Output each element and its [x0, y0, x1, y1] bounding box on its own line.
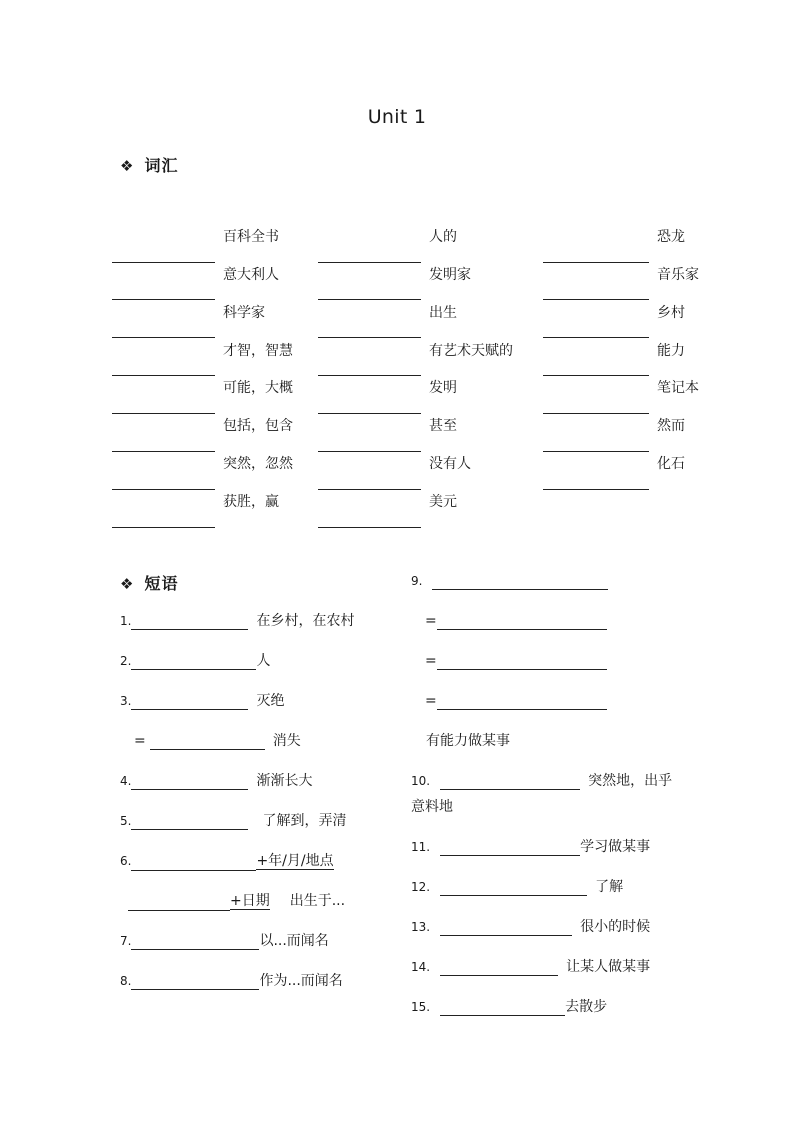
answer-line[interactable] [543, 413, 649, 414]
vocab-word: 没有人 [429, 456, 471, 472]
vocab-word: 笔记本 [657, 380, 699, 396]
phrase-item-11: 11. 学习做某事 [411, 839, 651, 855]
answer-line[interactable] [112, 451, 215, 452]
phrase-item-3-alt: = 消失 [134, 733, 301, 749]
vocab-word: 甚至 [429, 418, 457, 434]
answer-line[interactable] [543, 262, 649, 263]
answer-line[interactable] [131, 973, 259, 990]
phrase-item-4: 4. 渐渐长大 [120, 773, 313, 789]
phrase-item-9-eq-3: = [425, 692, 607, 710]
phrase-heading-label: 短语 [144, 574, 179, 593]
vocab-word: 包括，包含 [223, 418, 293, 434]
vocab-word: 意大利人 [223, 267, 279, 283]
answer-line[interactable] [543, 299, 649, 300]
phrase-item-15: 15. 去散步 [411, 999, 608, 1015]
vocab-word: 乡村 [657, 305, 685, 321]
phrase-heading [120, 571, 178, 594]
vocab-word: 突然，忽然 [223, 456, 293, 472]
answer-line[interactable] [131, 693, 248, 710]
answer-line[interactable] [440, 879, 587, 896]
answer-line[interactable] [318, 337, 421, 338]
vocab-word: 发明 [429, 380, 457, 396]
answer-line[interactable] [150, 733, 265, 750]
vocab-word: 科学家 [223, 305, 265, 321]
vocab-word: 人的 [429, 229, 457, 245]
answer-line[interactable] [440, 773, 580, 790]
vocab-heading [120, 153, 178, 176]
vocab-word: 美元 [429, 494, 457, 510]
vocab-word: 百科全书 [223, 229, 279, 245]
answer-line[interactable] [440, 959, 558, 976]
answer-line[interactable] [112, 337, 215, 338]
answer-line[interactable] [112, 527, 215, 528]
diamond-bullet-icon: ❖ [120, 157, 135, 175]
answer-line[interactable] [131, 653, 256, 670]
answer-line[interactable] [318, 489, 421, 490]
answer-line[interactable] [131, 854, 256, 871]
answer-line[interactable] [131, 613, 248, 630]
vocab-word: 能力 [657, 343, 685, 359]
answer-line[interactable] [437, 653, 607, 670]
phrase-item-9: 9. [411, 572, 608, 590]
answer-line[interactable] [318, 299, 421, 300]
vocab-word: 有艺术天赋的 [429, 343, 513, 359]
answer-line[interactable] [318, 262, 421, 263]
phrase-item-2: 2. 人 [120, 653, 271, 669]
answer-line[interactable] [318, 413, 421, 414]
answer-line[interactable] [318, 527, 421, 528]
vocab-word: 化石 [657, 456, 685, 472]
vocab-heading-label: 词汇 [144, 156, 179, 175]
answer-line[interactable] [112, 375, 215, 376]
answer-line[interactable] [131, 813, 248, 830]
vocab-word: 获胜，赢 [223, 494, 279, 510]
vocab-word: 音乐家 [657, 267, 699, 283]
phrase-item-10: 10. 突然地，出乎 [411, 773, 673, 789]
answer-line[interactable] [318, 451, 421, 452]
answer-line[interactable] [543, 451, 649, 452]
answer-line[interactable] [440, 919, 572, 936]
answer-line[interactable] [112, 489, 215, 490]
phrase-item-1: 1. 在乡村，在农村 [120, 613, 355, 629]
phrase-item-9-eq-1: = [425, 612, 607, 630]
answer-line[interactable] [131, 933, 259, 950]
phrase-item-6: 6. +年/月/地点 [120, 853, 334, 869]
phrase-item-6-alt: +日期 出生于... [128, 892, 345, 911]
answer-line[interactable] [131, 773, 248, 790]
diamond-bullet-icon: ❖ [120, 575, 135, 593]
vocab-word: 出生 [429, 305, 457, 321]
answer-line[interactable] [432, 573, 608, 590]
answer-line[interactable] [112, 262, 215, 263]
answer-line[interactable] [437, 693, 607, 710]
vocab-word: 才智，智慧 [223, 343, 293, 359]
answer-line[interactable] [543, 489, 649, 490]
phrase-item-9-meaning: 有能力做某事 [426, 733, 510, 749]
phrase-item-5: 5. 了解到，弄清 [120, 813, 347, 829]
phrase-item-14: 14. 让某人做某事 [411, 959, 651, 975]
answer-line[interactable] [440, 839, 580, 856]
phrase-item-13: 13. 很小的时候 [411, 919, 651, 935]
vocab-word: 恐龙 [657, 229, 685, 245]
answer-line[interactable] [437, 613, 607, 630]
phrase-item-7: 7. 以...而闻名 [120, 933, 329, 949]
answer-line[interactable] [112, 413, 215, 414]
phrase-item-10-cont: 意料地 [411, 799, 453, 815]
page-title: Unit 1 [367, 106, 427, 128]
phrase-item-12: 12. 了解 [411, 879, 624, 895]
answer-line[interactable] [440, 999, 565, 1016]
phrase-item-9-eq-2: = [425, 652, 607, 670]
answer-line[interactable] [543, 337, 649, 338]
vocab-word: 然而 [657, 418, 685, 434]
answer-line[interactable] [543, 375, 649, 376]
answer-line[interactable] [112, 299, 215, 300]
phrase-item-8: 8. 作为...而闻名 [120, 973, 343, 989]
vocab-word: 可能，大概 [223, 380, 293, 396]
answer-line[interactable] [128, 894, 230, 911]
phrase-item-3: 3. 灭绝 [120, 693, 285, 709]
vocab-word: 发明家 [429, 267, 471, 283]
answer-line[interactable] [318, 375, 421, 376]
